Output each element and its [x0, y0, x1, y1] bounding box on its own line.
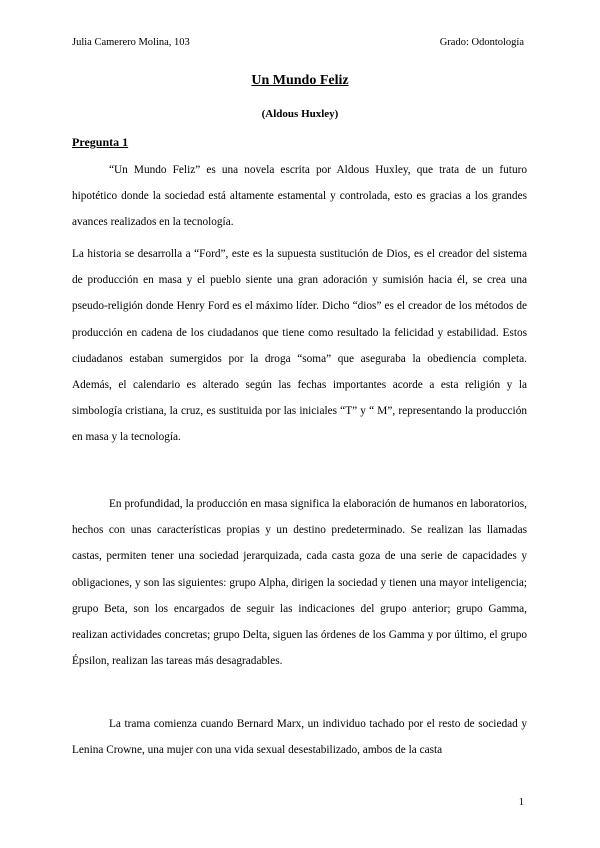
page-number: 1 [518, 797, 524, 808]
header-author: Julia Camerero Molina, 103 [72, 37, 190, 48]
document-title: Un Mundo Feliz [251, 73, 349, 88]
paragraph-3: En profundidad, la producción en masa significa la elaboración de humanos en laboratorios, hechos con unas características propias y un destino predeterminado. Se realizan las llamadas castas, permiten tener una sociedad jerarquizada, cada casta goza de una serie de capacidades y obligaciones, y son las siguientes: grupo Alpha, dirigen la sociedad y tienen una mayor inteligencia; grupo Beta, son los encargados de seguir las indicaciones del grupo anterior; grupo Gamma, realizan actividades concretas; grupo Delta, siguen las órdenes de los Gamma y por último, el grupo Épsilon, realizan las tareas más desagradables. [72, 498, 527, 668]
paragraph-4: La trama comienza cuando Bernard Marx, un individuo tachado por el resto de sociedad y Lenina Crowne, una mujer con una vida sexual desestabilizado, ambos de la casta [72, 718, 527, 757]
header-grade: Grado: Odontología [439, 37, 524, 48]
paragraph-2: La historia se desarrolla a “Ford”, este es la supuesta sustitución de Dios, es el creador del sistema de producción en masa y el pueblo siente una gran adoración y sumisión hacia él, se crea una pseudo-religión donde Henry Ford es el máximo líder. Dicho “dios” es el creador de los métodos de producción en cadena de los ciudadanos que tiene como resultado la felicidad y estabilidad. Estos ciudadanos estaban sumergidos por la droga “soma” que aseguraba la obediencia completa. Además, el calendario es alterado según las fechas importantes acorde a esta religión y la simbología cristiana, la cruz, es sustituida por las iniciales “T” y “ M”, representando la producción en masa y la tecnología. [72, 248, 527, 444]
paragraph-1: “Un Mundo Feliz” es una novela escrita por Aldous Huxley, que trata de un futuro hipotético donde la sociedad está altamente estamental y controlada, esto es gracias a los grandes avances realizados en la tecnología. [72, 164, 527, 229]
section-heading: Pregunta 1 [72, 135, 129, 149]
document-subtitle: (Aldous Huxley) [261, 108, 339, 120]
